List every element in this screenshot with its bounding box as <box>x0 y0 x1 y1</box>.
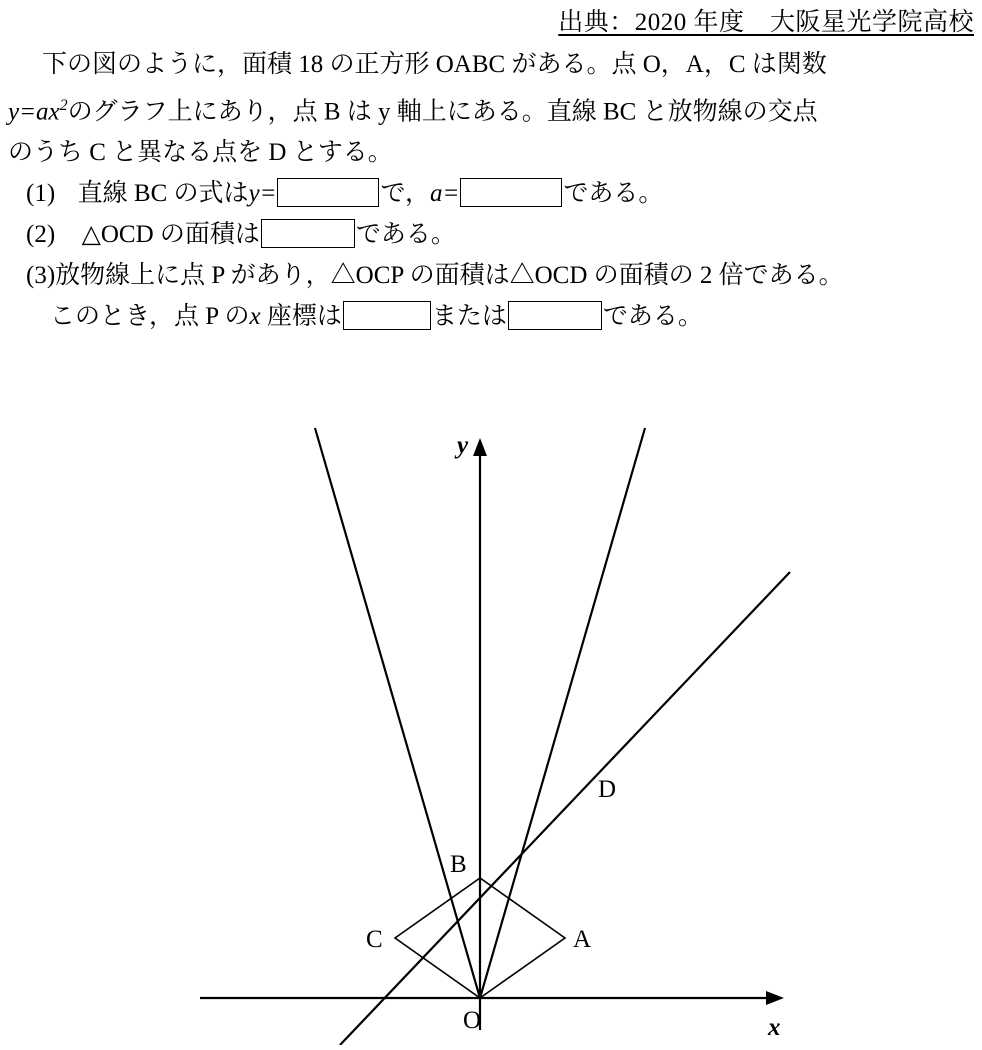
line-bc <box>340 572 790 1045</box>
question-1 <box>8 173 974 214</box>
question-3 <box>8 255 974 296</box>
question-3-line1: 放物線上に点 P があり，△OCP の面積は△OCD の面積の 2 倍である。 <box>55 262 844 290</box>
label-point-o: O <box>463 1007 482 1034</box>
y-axis-arrowhead <box>473 438 487 456</box>
answer-box-2[interactable] <box>261 219 355 248</box>
x-axis-arrowhead <box>766 991 784 1005</box>
label-point-b: B <box>450 851 467 878</box>
intro-line-1: 下の図のように，面積 18 の正方形 OABC がある。点 O，A，C は関数 <box>42 51 827 78</box>
question-3-text-before: このとき，点 P の <box>50 303 250 331</box>
question-1-number: (1) <box>26 180 56 208</box>
source-citation: 出典：2020 年度 大阪星光学院高校 <box>558 9 974 36</box>
answer-box-1a[interactable] <box>277 178 379 207</box>
formula-y-equals-ax: y=ax <box>8 98 60 126</box>
intro-line-2 <box>8 85 974 132</box>
question-1-var-a: a= <box>430 180 460 208</box>
formula-exponent: 2 <box>59 97 68 114</box>
question-1-var-y: y= <box>248 180 277 208</box>
label-point-a: A <box>573 926 592 953</box>
question-1-text-before: 直線 BC の式は <box>77 180 249 208</box>
answer-box-3b[interactable] <box>508 301 602 330</box>
question-2-text-after: である。 <box>355 221 456 249</box>
question-2 <box>8 214 974 255</box>
question-3-var-x: x <box>249 303 261 331</box>
label-axis-y: y <box>457 432 469 459</box>
answer-box-1b[interactable] <box>460 178 562 207</box>
question-2-number: (2) <box>26 221 56 249</box>
label-point-c: C <box>366 926 383 953</box>
question-3-line2 <box>8 296 974 337</box>
label-point-d: D <box>598 776 617 803</box>
question-1-text-middle: で， <box>380 180 430 208</box>
question-3-text-middle: または <box>431 303 507 331</box>
question-1-text-after: である。 <box>563 180 664 208</box>
graph-figure <box>150 420 830 1045</box>
question-2-text-before: △OCD の面積は <box>81 221 260 249</box>
answer-box-3a[interactable] <box>343 301 431 330</box>
question-3-text-after: である。 <box>602 303 703 331</box>
problem-text-block <box>8 44 974 337</box>
question-3-number: (3) <box>26 262 56 290</box>
question-3-text-before2: 座標は <box>260 303 342 331</box>
intro-line-2-text: のグラフ上にあり，点 B は y 軸上にある。直線 BC と放物線の交点 <box>67 98 818 126</box>
intro-line-3: のうち C と異なる点を D とする。 <box>8 139 393 167</box>
label-axis-x: x <box>768 1014 781 1041</box>
